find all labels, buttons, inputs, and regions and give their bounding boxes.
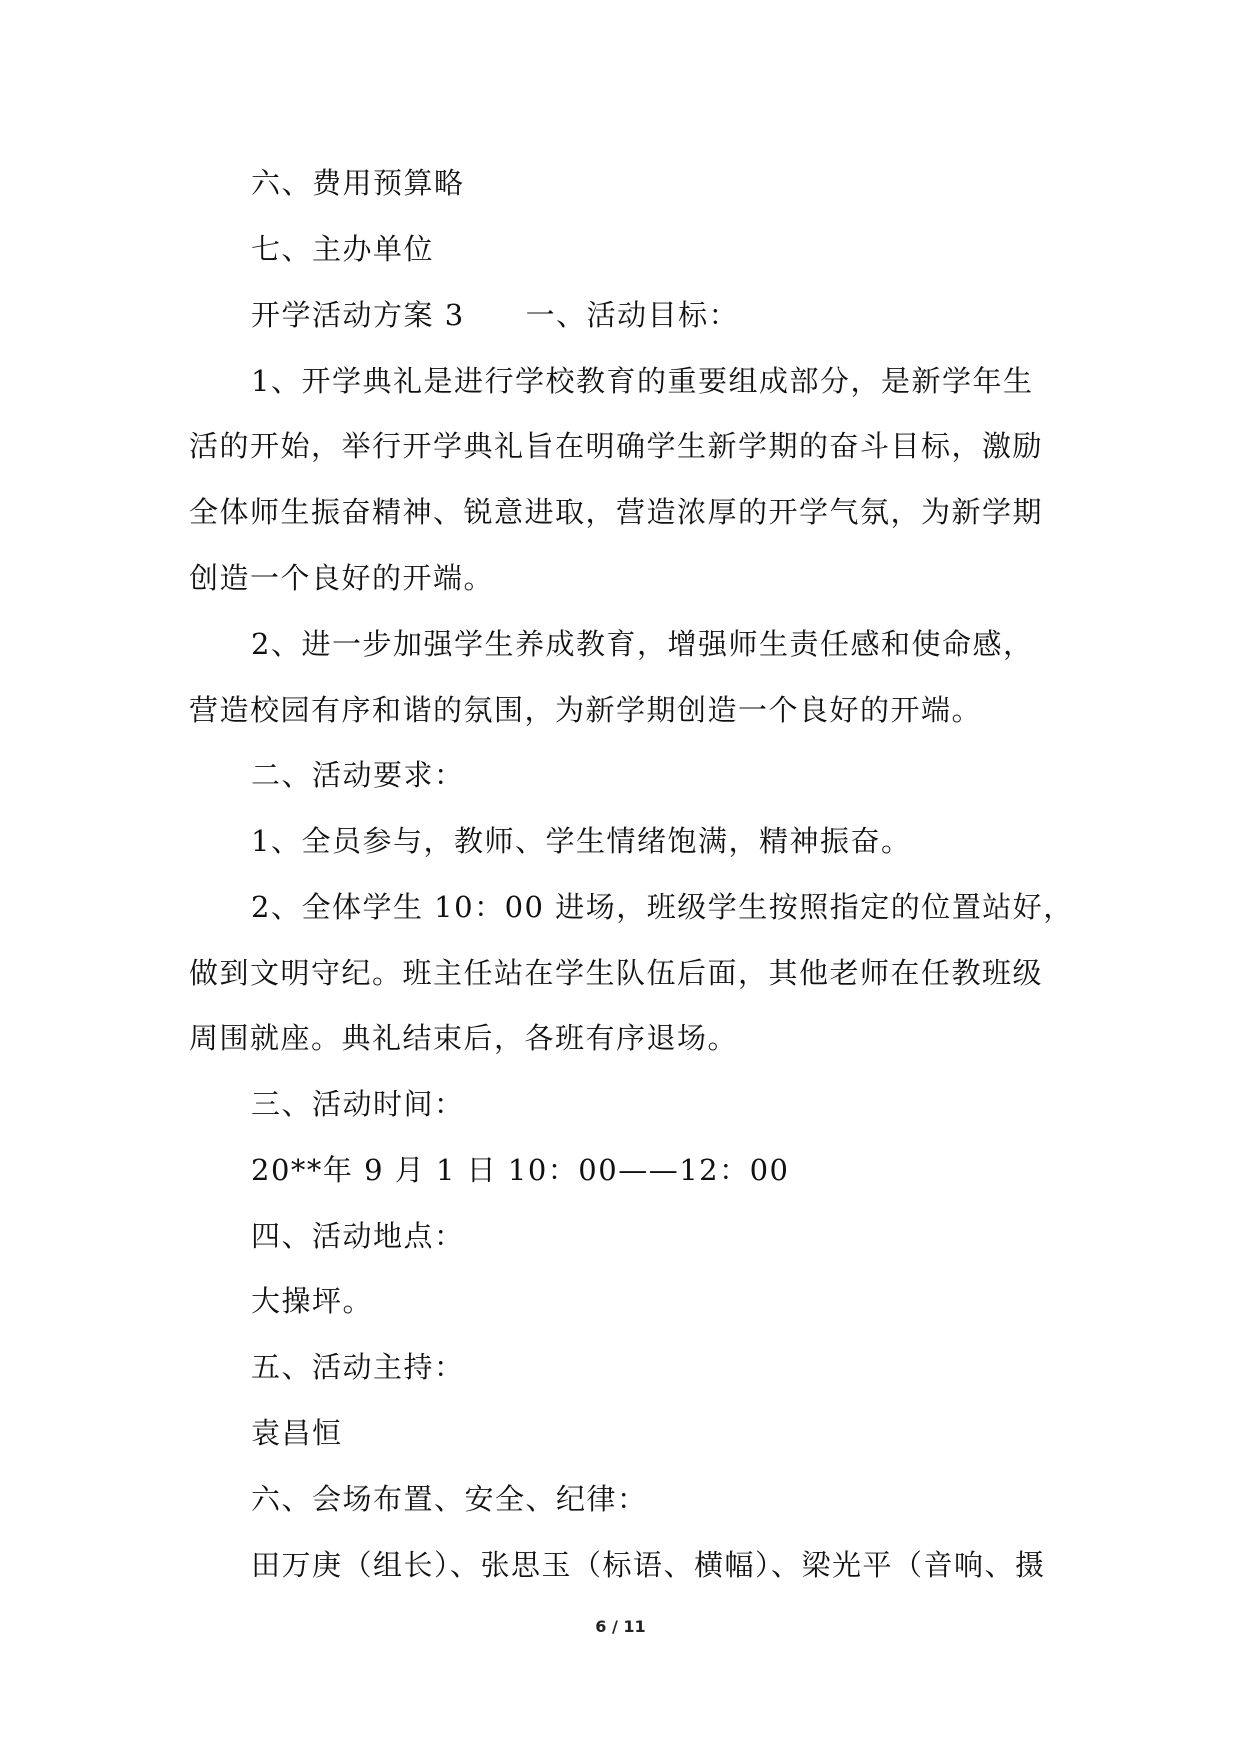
event-location: 大操坪。 <box>251 1284 374 1318</box>
paragraph-line: 活的开始，举行开学典礼旨在明确学生新学期的奋斗目标，激励 <box>189 429 1044 463</box>
section-organizer: 七、主办单位 <box>251 232 435 266</box>
section-requirements: 二、活动要求： <box>251 758 465 792</box>
event-time: 20**年 9 月 1 日 10：00——12：00 <box>251 1153 790 1187</box>
paragraph-line: 2、进一步加强学生养成教育，增强师生责任感和使命感， <box>251 627 1034 661</box>
event-host: 袁昌恒 <box>251 1416 343 1450</box>
section-budget: 六、费用预算略 <box>251 166 465 200</box>
paragraph-line: 营造校园有序和谐的氛围，为新学期创造一个良好的开端。 <box>189 693 983 727</box>
paragraph-line: 田万庚（组长）、张思玉（标语、横幅）、梁光平（音响、摄 <box>251 1548 1046 1582</box>
paragraph-line: 2、全体学生 10：00 进场，班级学生按照指定的位置站好， <box>251 890 1074 924</box>
paragraph-line: 创造一个良好的开端。 <box>189 561 495 595</box>
paragraph-line: 1、开学典礼是进行学校教育的重要组成部分，是新学年生 <box>251 364 1034 398</box>
plan-title-goals: 开学活动方案 3 一、活动目标： <box>251 298 740 332</box>
paragraph-line: 做到文明守纪。班主任站在学生队伍后面，其他老师在任教班级 <box>189 956 1044 990</box>
paragraph-line: 全体师生振奋精神、锐意进取，营造浓厚的开学气氛，为新学期 <box>189 495 1044 529</box>
page-number: 6 / 11 <box>595 1617 646 1636</box>
section-location: 四、活动地点： <box>251 1219 465 1253</box>
section-host: 五、活动主持： <box>251 1350 465 1384</box>
paragraph-line: 周围就座。典礼结束后，各班有序退场。 <box>189 1021 739 1055</box>
section-venue-safety: 六、会场布置、安全、纪律： <box>251 1482 648 1516</box>
paragraph-line: 1、全员参与，教师、学生情绪饱满，精神振奋。 <box>251 824 912 858</box>
section-time: 三、活动时间： <box>251 1087 465 1121</box>
